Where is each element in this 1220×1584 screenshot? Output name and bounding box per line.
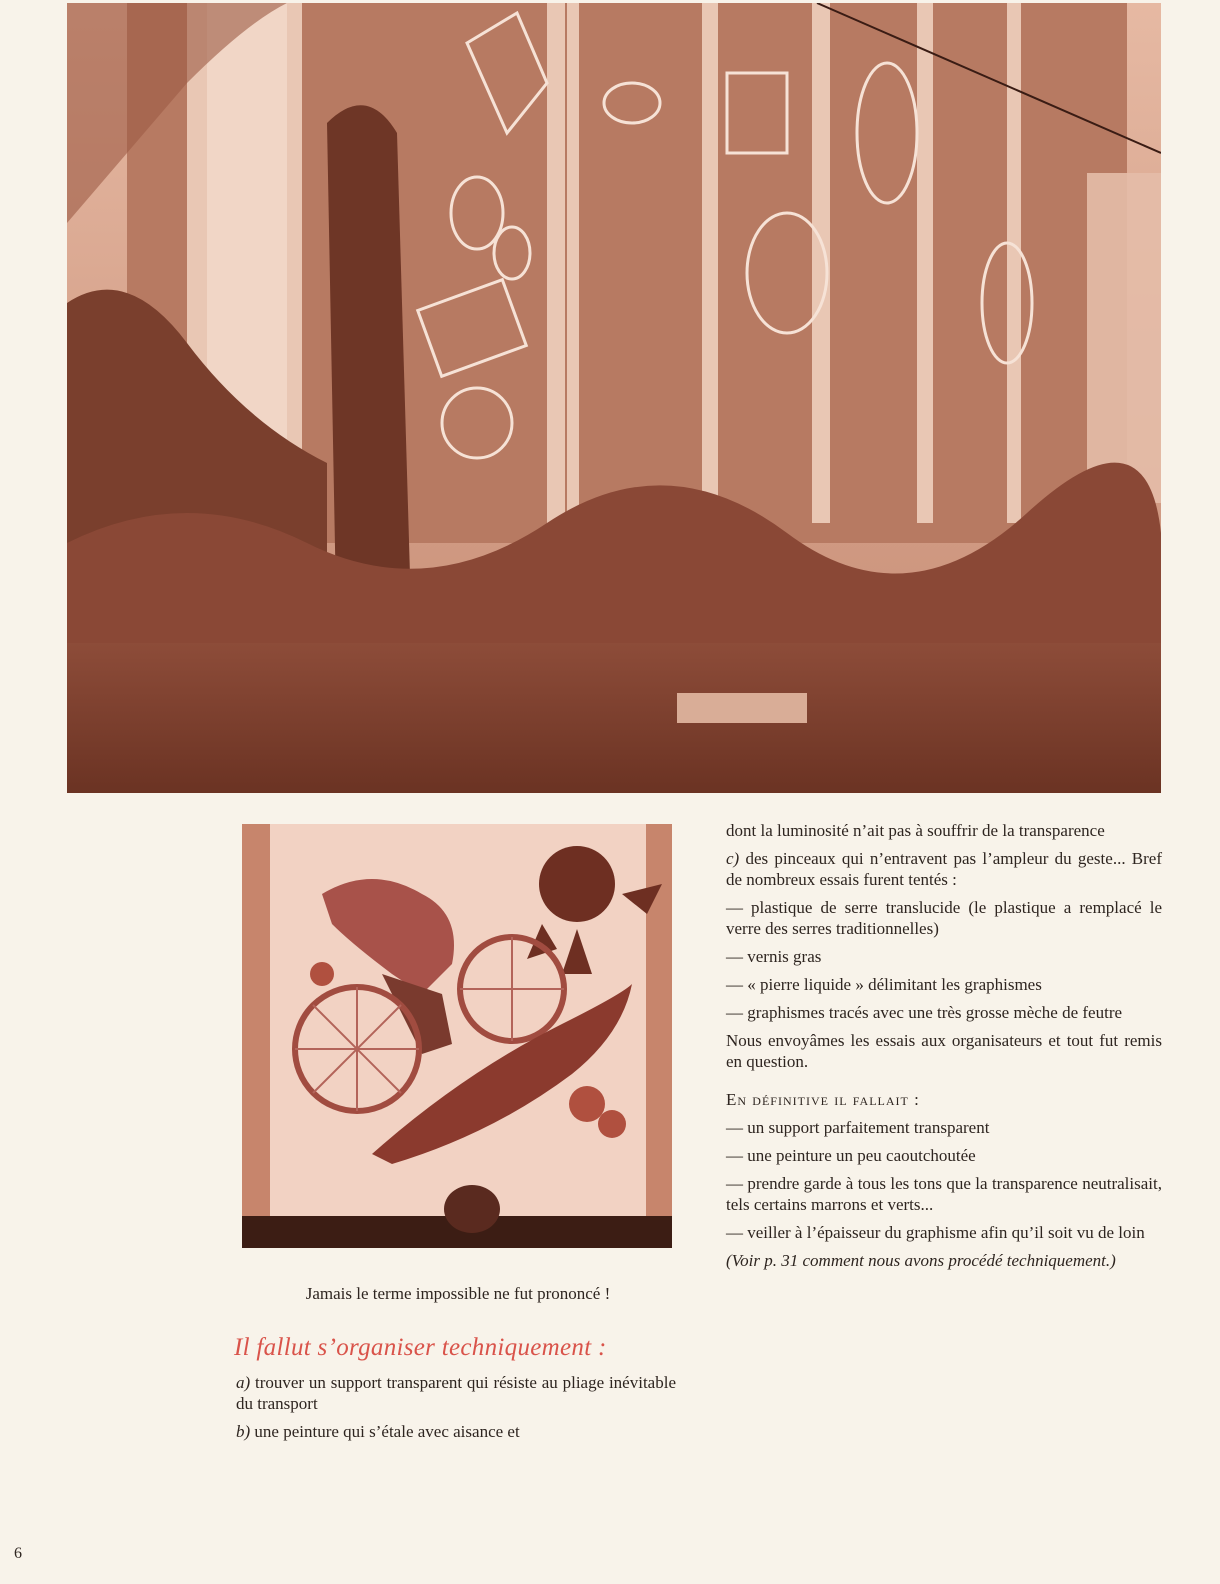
reference-note: (Voir p. 31 comment nous avons procédé techniquement.) xyxy=(726,1251,1116,1270)
building-facade-photo xyxy=(67,3,1161,793)
requirement-item: — prendre garde à tous les tons que la transparence neutralisait, tels certains marrons et verts... xyxy=(726,1174,1162,1214)
paragraph-a xyxy=(236,1372,676,1414)
page-number: 6 xyxy=(14,1545,22,1562)
list-marker: a) xyxy=(236,1373,251,1392)
paragraph-text: trouver un support transparent qui résiste au pliage inévitable du transport xyxy=(236,1373,676,1413)
trial-item: — graphismes tracés avec une très grosse mèche de feutre xyxy=(726,1003,1123,1022)
window-painting-photo xyxy=(242,824,672,1248)
trial-item: — vernis gras xyxy=(726,947,822,966)
list-marker: b) xyxy=(236,1422,251,1441)
trial-item: — « pierre liquide » délimitant les graphismes xyxy=(726,975,1042,994)
paragraph-c xyxy=(726,848,1162,890)
left-text-column xyxy=(236,1372,676,1449)
trial-item: — plastique de serre translucide (le plastique a remplacé le verre des serres traditionnelles) xyxy=(726,898,1162,938)
paragraph-b xyxy=(236,1421,676,1442)
requirement-item: — veiller à l’épaisseur du graphisme afin qu’il soit vu de loin xyxy=(726,1223,1145,1242)
requirement-item: — un support parfaitement transparent xyxy=(726,1118,990,1137)
window-painting-photo-icon xyxy=(242,824,672,1248)
paragraph-conclusion: Nous envoyâmes les essais aux organisateurs et tout fut remis en question. xyxy=(726,1031,1162,1071)
photo-caption: Jamais le terme impossible ne fut prononcé ! xyxy=(305,1284,611,1303)
list-marker: c) xyxy=(726,849,740,868)
definitive-heading: En définitive il fallait : xyxy=(726,1090,920,1109)
section-heading: Il fallut s’organiser techniquement : xyxy=(234,1334,607,1361)
paragraph-text: des pinceaux qui n’entravent pas l’ampleur du geste... Bref de nombreux essais furent tentés : xyxy=(726,849,1162,889)
paragraph-continuation: dont la luminosité n’ait pas à souffrir de la transparence xyxy=(726,821,1105,840)
requirement-item: — une peinture un peu caoutchoutée xyxy=(726,1146,976,1165)
building-facade-photo-icon xyxy=(67,3,1161,793)
paragraph-text: une peinture qui s’étale avec aisance et xyxy=(250,1422,520,1441)
right-text-column xyxy=(726,820,1162,1278)
